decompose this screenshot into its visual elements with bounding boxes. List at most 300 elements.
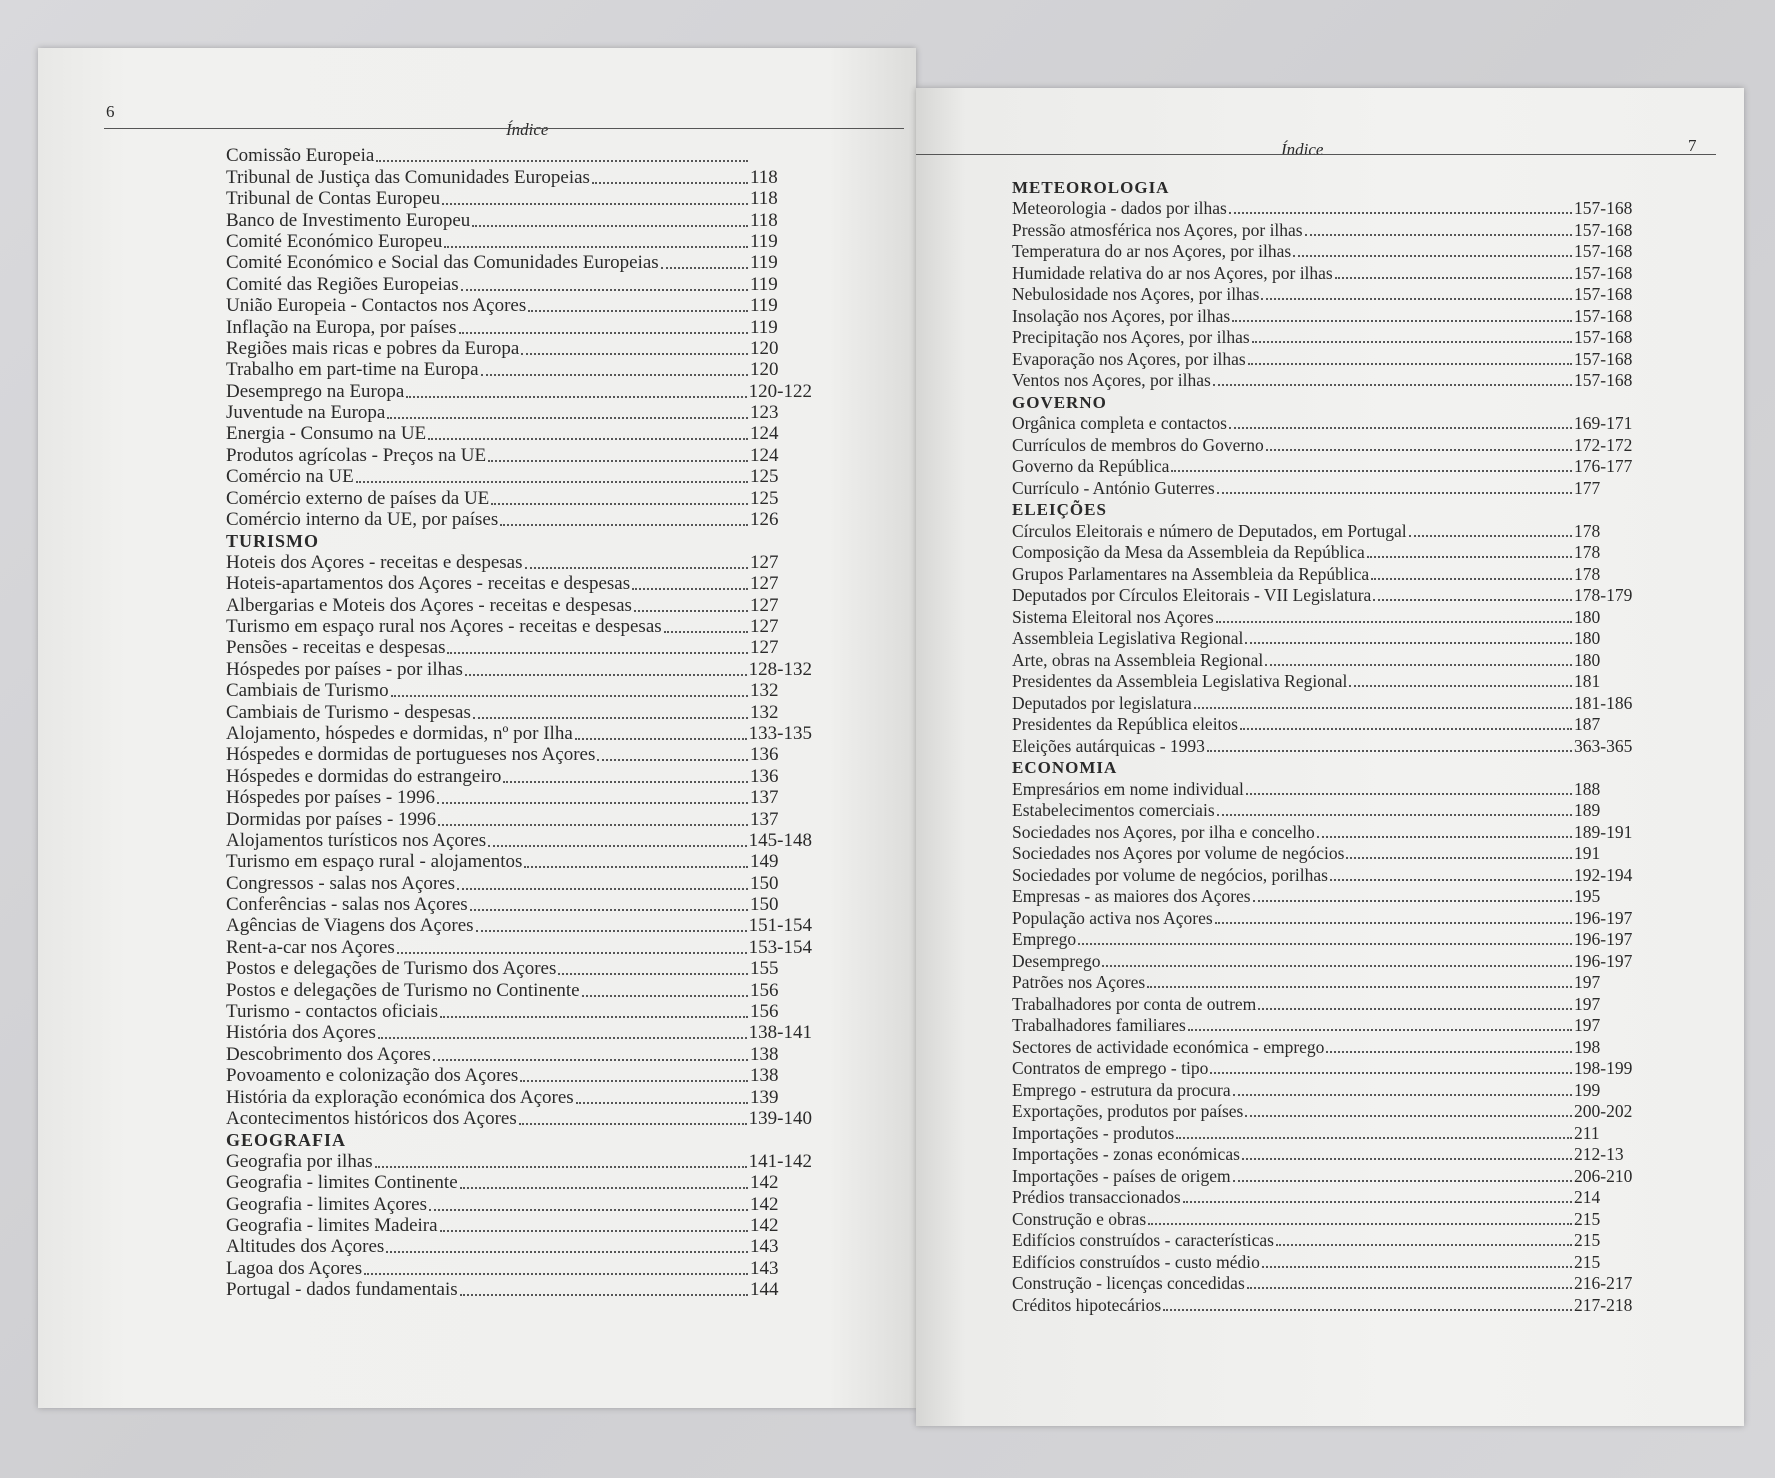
- entry-page-number: 120: [750, 337, 779, 359]
- index-entry: [226, 1023, 812, 1044]
- dot-leader: [378, 1037, 747, 1039]
- entry-page-number: 127: [750, 551, 779, 573]
- dot-leader: [1207, 750, 1572, 752]
- entry-title: Geografia - limites Continente: [226, 1172, 458, 1194]
- dot-leader: [1216, 621, 1572, 623]
- index-entry: [1012, 1079, 1644, 1101]
- entry-page-number: 125: [750, 487, 779, 509]
- entry-page-number: 363-365: [1574, 735, 1633, 756]
- entry-title: Turismo em espaço rural nos Açores - receitas e despesas: [226, 615, 662, 637]
- index-entry: [1012, 1273, 1644, 1295]
- entry-page-number: 139: [750, 1086, 779, 1108]
- entry-title: Hóspedes e dormidas do estrangeiro: [226, 765, 502, 787]
- entry-page-number: 156: [750, 1001, 779, 1023]
- dot-leader: [1335, 277, 1572, 279]
- entry-page-number: 197: [1574, 1015, 1601, 1035]
- entry-page-number: 125: [750, 466, 779, 488]
- dot-leader: [1217, 492, 1572, 494]
- entry-page-number: 198: [1574, 1036, 1601, 1057]
- entry-title: Pensões - receitas e despesas: [226, 637, 446, 659]
- entry-page-number: 212-13: [1574, 1144, 1624, 1164]
- index-entry: [226, 617, 812, 638]
- entry-title: História da exploração económica dos Açores: [226, 1086, 574, 1108]
- index-entry: [226, 895, 812, 916]
- entry-page-number: 118: [750, 209, 778, 231]
- dot-leader: [1317, 836, 1572, 838]
- entry-title: Inflação na Europa, por países: [226, 316, 457, 338]
- entry-title: Geografia - limites Madeira: [226, 1214, 438, 1236]
- dot-leader: [1233, 1180, 1572, 1182]
- index-entry: [226, 831, 812, 852]
- dot-leader: [473, 717, 748, 719]
- entry-page-number: 150: [750, 894, 779, 916]
- entry-title: Cambiais de Turismo - despesas: [226, 701, 471, 723]
- index-entry: [1012, 563, 1644, 585]
- dot-leader: [525, 567, 748, 569]
- dot-leader: [1253, 900, 1572, 902]
- index-entry: [226, 210, 812, 231]
- entry-page-number: 143: [750, 1236, 779, 1258]
- index-entry: [226, 424, 812, 445]
- entry-title: Construção e obras: [1012, 1208, 1147, 1229]
- index-entry: [1012, 413, 1644, 435]
- entry-page-number: 127: [750, 594, 779, 616]
- dot-leader: [1258, 1008, 1572, 1010]
- entry-page-number: 199: [1574, 1079, 1601, 1100]
- section-heading: ECONOMIA: [1012, 758, 1118, 777]
- index-entries: [1012, 176, 1644, 1316]
- entry-page-number: 178: [1574, 520, 1601, 541]
- dot-leader: [481, 374, 748, 376]
- dot-leader: [632, 588, 748, 590]
- entry-title: Créditos hipotecários: [1012, 1294, 1162, 1315]
- entry-page-number: 137: [750, 808, 779, 830]
- entry-title: Turismo em espaço rural - alojamentos: [226, 851, 523, 873]
- dot-leader: [634, 610, 748, 612]
- entry-page-number: 214: [1574, 1187, 1601, 1207]
- entry-title: Patrões nos Açores: [1012, 972, 1146, 992]
- index-entry: [226, 1087, 812, 1108]
- entry-page-number: 181-186: [1574, 692, 1633, 713]
- entry-title: Importações - zonas económicas: [1012, 1144, 1240, 1164]
- entry-title: Hóspedes e dormidas de portugueses nos Açores: [226, 744, 596, 766]
- entry-title: Emprego - estrutura da procura: [1012, 1079, 1231, 1100]
- entry-title: Ventos nos Açores, por ilhas: [1012, 370, 1211, 390]
- entry-page-number: 157-168: [1574, 370, 1633, 390]
- index-entry: [226, 339, 812, 360]
- entry-title: Portugal - dados fundamentais: [226, 1279, 458, 1301]
- dot-leader: [1367, 556, 1572, 558]
- entry-page-number: 153-154: [748, 936, 812, 958]
- dot-leader: [1330, 879, 1572, 881]
- index-entry: [226, 253, 812, 274]
- entry-title: Contratos de emprego - tipo: [1012, 1058, 1209, 1078]
- index-entry: [1012, 1122, 1644, 1144]
- dot-leader: [1346, 857, 1572, 859]
- entry-title: Composição da Mesa da Assembleia da República: [1012, 542, 1365, 562]
- index-entry: [1012, 778, 1644, 800]
- entry-title: Edifícios construídos - características: [1012, 1230, 1274, 1250]
- entry-title: Conferências - salas nos Açores: [226, 894, 468, 916]
- dot-leader: [444, 246, 748, 248]
- entry-title: Temperatura do ar nos Açores, por ilhas: [1012, 241, 1292, 261]
- index-entry: [1012, 370, 1644, 392]
- entry-page-number: 215: [1574, 1208, 1601, 1229]
- entry-page-number: 206-210: [1574, 1165, 1633, 1186]
- entry-page-number: 187: [1574, 714, 1601, 734]
- entry-page-number: 142: [750, 1214, 779, 1236]
- dot-leader: [470, 909, 748, 911]
- entry-page-number: 188: [1574, 778, 1601, 799]
- section-heading: GOVERNO: [1012, 392, 1107, 412]
- dot-leader: [386, 1251, 748, 1253]
- entry-title: Sistema Eleitoral nos Açores: [1012, 606, 1214, 627]
- index-entry: [226, 916, 812, 937]
- entry-page-number: 157-168: [1574, 262, 1633, 283]
- index-entry: [1012, 692, 1644, 714]
- entry-page-number: 145-148: [748, 829, 812, 851]
- entry-page-number: 119: [750, 230, 778, 252]
- index-entry: [226, 980, 812, 1001]
- dot-leader: [1229, 212, 1572, 214]
- entry-title: Sociedades por volume de negócios, porilhas: [1012, 864, 1328, 885]
- dot-leader: [438, 824, 748, 826]
- entry-title: Presidentes da República eleitos: [1012, 714, 1238, 734]
- dot-leader: [461, 289, 748, 291]
- header-rule: [104, 128, 904, 129]
- dot-leader: [520, 1080, 748, 1082]
- dot-leader: [664, 631, 748, 633]
- entry-title: Rent-a-car nos Açores: [226, 936, 395, 958]
- index-entry: [1012, 929, 1644, 951]
- dot-leader: [1326, 1051, 1572, 1053]
- dot-leader: [1349, 685, 1572, 687]
- dot-leader: [592, 182, 748, 184]
- entry-title: Humidade relativa do ar nos Açores, por ilhas: [1012, 262, 1333, 283]
- entry-page-number: 128-132: [748, 658, 812, 680]
- index-entry: [1012, 327, 1644, 349]
- dot-leader: [1276, 1244, 1572, 1246]
- dot-leader: [1171, 470, 1572, 472]
- index-entry: [226, 1002, 812, 1023]
- entry-title: Energia - Consumo na UE: [226, 423, 427, 445]
- index-entry: [226, 1237, 812, 1258]
- entry-page-number: 138: [750, 1043, 779, 1065]
- index-entry: [1012, 649, 1644, 671]
- running-header: Índice: [506, 120, 549, 139]
- index-entry: [1012, 993, 1644, 1015]
- entry-page-number: 141-142: [748, 1150, 812, 1172]
- entry-title: Currículo - António Guterres: [1012, 477, 1215, 498]
- dot-leader: [375, 1166, 747, 1168]
- entry-page-number: 191: [1574, 843, 1601, 863]
- entry-title: Nebulosidade nos Açores, por ilhas: [1012, 284, 1260, 304]
- dot-leader: [519, 1123, 747, 1125]
- entry-title: Postos e delegações de Turismo dos Açores: [226, 958, 557, 980]
- entry-page-number: 211: [1574, 1122, 1600, 1143]
- entry-page-number: 180: [1574, 606, 1601, 627]
- entry-title: Comité Económico Europeu: [226, 230, 443, 252]
- index-entry: [226, 360, 812, 381]
- entry-title: Currículos de membros do Governo: [1012, 434, 1264, 455]
- entry-page-number: 127: [750, 637, 779, 659]
- entry-page-number: 200-202: [1574, 1101, 1633, 1121]
- dot-leader: [429, 1209, 748, 1211]
- dot-leader: [524, 866, 748, 868]
- dot-leader: [440, 1016, 748, 1018]
- entry-page-number: 132: [750, 701, 779, 723]
- dot-leader: [488, 845, 747, 847]
- dot-leader: [1247, 1287, 1572, 1289]
- entry-title: Trabalho em part-time na Europa: [226, 359, 479, 381]
- index-entry: [226, 488, 812, 509]
- entry-page-number: 215: [1574, 1251, 1601, 1272]
- index-entry: [226, 1258, 812, 1279]
- entry-title: Sociedades nos Açores, por ilha e concelho: [1012, 821, 1315, 842]
- entry-page-number: 124: [750, 444, 779, 466]
- entry-title: Alojamento, hóspedes e dormidas, nº por Ilha: [226, 722, 573, 744]
- dot-leader: [364, 1273, 748, 1275]
- entry-page-number: 196-197: [1574, 907, 1633, 928]
- dot-leader: [503, 781, 748, 783]
- dot-leader: [1245, 642, 1572, 644]
- dot-leader: [433, 1059, 748, 1061]
- index-entry: [226, 1044, 812, 1065]
- entry-page-number: 178: [1574, 563, 1601, 584]
- dot-leader: [460, 1187, 748, 1189]
- entry-title: Hoteis-apartamentos dos Açores - receitas e despesas: [226, 573, 631, 595]
- entry-title: Alojamentos turísticos nos Açores: [226, 829, 487, 851]
- entry-page-number: 169-171: [1574, 413, 1633, 433]
- index-entry: [226, 574, 812, 595]
- dot-leader: [1213, 384, 1572, 386]
- index-entry: [1012, 864, 1644, 886]
- entry-page-number: 197: [1574, 972, 1601, 992]
- section-heading: TURISMO: [226, 531, 320, 552]
- index-entry: [226, 1280, 812, 1301]
- dot-leader: [1252, 341, 1572, 343]
- entry-title: Deputados por Círculos Eleitorais - VII Legislatura: [1012, 585, 1372, 605]
- entry-title: Desemprego na Europa: [226, 380, 405, 402]
- index-entry: [1012, 1101, 1644, 1123]
- entry-title: Orgânica completa e contactos: [1012, 413, 1227, 433]
- entry-title: Exportações, produtos por países: [1012, 1101, 1244, 1121]
- entry-title: Trabalhadores familiares: [1012, 1015, 1186, 1035]
- dot-leader: [376, 160, 748, 162]
- dot-leader: [1232, 320, 1572, 322]
- entry-title: Tribunal de Contas Europeu: [226, 188, 441, 210]
- entry-page-number: 196-197: [1574, 950, 1633, 971]
- index-entry: [226, 873, 812, 894]
- index-entry: [1012, 542, 1644, 564]
- entry-page-number: 123: [750, 402, 779, 424]
- entry-page-number: 177: [1574, 477, 1601, 498]
- entry-title: Povoamento e colonização dos Açores: [226, 1065, 519, 1087]
- index-entry: [226, 274, 812, 295]
- entry-page-number: 118: [750, 166, 778, 188]
- dot-leader: [472, 225, 748, 227]
- index-entry: [1012, 305, 1644, 327]
- dot-leader: [356, 481, 748, 483]
- dot-leader: [457, 888, 748, 890]
- dot-leader: [428, 438, 748, 440]
- index-entry: [1012, 520, 1644, 542]
- index-entry: [226, 467, 812, 488]
- dot-leader: [1078, 943, 1572, 945]
- dot-leader: [1409, 535, 1572, 537]
- dot-leader: [1194, 707, 1572, 709]
- entry-title: Comité das Regiões Europeias: [226, 273, 459, 295]
- dot-leader: [1183, 1201, 1572, 1203]
- dot-leader: [1147, 986, 1572, 988]
- index-entry: [1012, 714, 1644, 736]
- entry-title: Dormidas por países - 1996: [226, 808, 437, 830]
- entry-page-number: 176-177: [1574, 456, 1633, 476]
- entry-page-number: 215: [1574, 1230, 1601, 1250]
- index-entry: [226, 317, 812, 338]
- entry-page-number: 127: [750, 615, 779, 637]
- dot-leader: [1245, 1115, 1572, 1117]
- entry-title: Emprego: [1012, 929, 1077, 949]
- entry-page-number: 197: [1574, 993, 1601, 1014]
- dot-leader: [440, 1230, 748, 1232]
- entry-title: Turismo - contactos oficiais: [226, 1001, 438, 1023]
- entry-title: União Europeia - Contactos nos Açores: [226, 295, 527, 317]
- entry-page-number: 157-168: [1574, 327, 1633, 347]
- entry-page-number: 119: [750, 252, 778, 274]
- dot-leader: [521, 353, 748, 355]
- dot-leader: [1215, 922, 1572, 924]
- dot-leader: [1233, 1094, 1572, 1096]
- entry-page-number: 124: [750, 423, 779, 445]
- dot-leader: [1266, 449, 1572, 451]
- index-entry: [1012, 1251, 1644, 1273]
- dot-leader: [575, 738, 747, 740]
- entry-page-number: 157-168: [1574, 241, 1633, 261]
- entry-title: Círculos Eleitorais e número de Deputados, em Portugal: [1012, 520, 1407, 541]
- entry-title: Comissão Europeia: [226, 145, 375, 167]
- entry-page-number: 144: [750, 1279, 779, 1301]
- entry-page-number: 136: [750, 765, 779, 787]
- index-entry: [1012, 1144, 1644, 1166]
- entry-title: Lagoa dos Açores: [226, 1257, 363, 1279]
- entry-page-number: 142: [750, 1193, 779, 1215]
- entry-page-number: 157-168: [1574, 198, 1633, 218]
- entry-title: Banco de Investimento Europeu: [226, 209, 471, 231]
- entry-page-number: 178: [1574, 542, 1601, 562]
- dot-leader: [500, 524, 748, 526]
- index-entry: [226, 959, 812, 980]
- index-entry: [226, 1216, 812, 1237]
- entry-title: Grupos Parlamentares na Assembleia da República: [1012, 563, 1370, 584]
- index-entries: [226, 146, 812, 1301]
- entry-page-number: 126: [750, 509, 779, 531]
- dot-leader: [406, 396, 746, 398]
- index-entry: [1012, 628, 1644, 650]
- dot-leader: [391, 695, 748, 697]
- entry-title: Hóspedes por países - 1996: [226, 787, 435, 809]
- entry-page-number: 133-135: [748, 722, 812, 744]
- left-page: [38, 48, 916, 1408]
- dot-leader: [1262, 1266, 1572, 1268]
- entry-title: Comércio interno da UE, por países: [226, 509, 499, 531]
- index-entry: [1012, 606, 1644, 628]
- index-entry: [226, 445, 812, 466]
- index-entry: [1012, 1036, 1644, 1058]
- index-entry: [226, 296, 812, 317]
- dot-leader: [1373, 599, 1572, 601]
- entry-page-number: 196-197: [1574, 929, 1633, 949]
- dot-leader: [1265, 664, 1572, 666]
- index-entry: [1012, 1294, 1644, 1316]
- index-entry: [226, 809, 812, 830]
- entry-title: Arte, obras na Assembleia Regional: [1012, 649, 1264, 670]
- index-entry: [226, 510, 812, 531]
- entry-page-number: 120-122: [748, 380, 812, 402]
- index-entry: [226, 189, 812, 210]
- entry-title: Presidentes da Assembleia Legislativa Regional: [1012, 671, 1348, 691]
- index-entry: [226, 852, 812, 873]
- index-entry: [226, 232, 812, 253]
- dot-leader: [465, 674, 747, 676]
- page-number: 6: [106, 102, 115, 121]
- entry-title: Governo da República: [1012, 456, 1170, 476]
- entry-title: Pressão atmosférica nos Açores, por ilhas: [1012, 219, 1303, 240]
- entry-page-number: 136: [750, 744, 779, 766]
- dot-leader: [597, 759, 748, 761]
- index-entry: [226, 766, 812, 787]
- entry-title: História dos Açores: [226, 1022, 376, 1044]
- index-entry: [1012, 1230, 1644, 1252]
- entry-title: Desemprego: [1012, 950, 1101, 971]
- entry-title: Geografia por ilhas: [226, 1150, 373, 1172]
- dot-leader: [1240, 728, 1572, 730]
- entry-title: Precipitação nos Açores, por ilhas: [1012, 327, 1250, 347]
- entry-title: Sociedades nos Açores por volume de negócios: [1012, 843, 1345, 863]
- index-entry: [1012, 886, 1644, 908]
- index-entry: [226, 1066, 812, 1087]
- dot-leader: [1248, 363, 1572, 365]
- index-entry: [1012, 241, 1644, 263]
- dot-leader: [437, 802, 748, 804]
- page-number: 7: [1688, 136, 1697, 155]
- entry-page-number: 172-172: [1574, 434, 1633, 455]
- index-entry: [1012, 1165, 1644, 1187]
- index-entry: [226, 745, 812, 766]
- dot-leader: [459, 332, 748, 334]
- dot-leader: [491, 503, 748, 505]
- entry-page-number: 216-217: [1574, 1273, 1633, 1293]
- dot-leader: [1188, 1029, 1572, 1031]
- entry-page-number: 180: [1574, 649, 1601, 670]
- entry-title: Hoteis dos Açores - receitas e despesas: [226, 551, 523, 573]
- dot-leader: [1293, 255, 1572, 257]
- entry-page-number: 181: [1574, 671, 1601, 691]
- dot-leader: [1210, 1072, 1572, 1074]
- entry-title: Comércio na UE: [226, 466, 354, 488]
- entry-page-number: 120: [750, 359, 779, 381]
- entry-page-number: 150: [750, 872, 779, 894]
- dot-leader: [1305, 234, 1572, 236]
- entry-page-number: 157-168: [1574, 219, 1633, 240]
- index-entry: [1012, 284, 1644, 306]
- entry-page-number: 139-140: [748, 1107, 812, 1129]
- index-entry: [226, 146, 812, 167]
- dot-leader: [476, 930, 747, 932]
- index-entry: [1012, 456, 1644, 478]
- dot-leader: [1261, 298, 1572, 300]
- entry-title: Tribunal de Justiça das Comunidades Europeias: [226, 166, 590, 188]
